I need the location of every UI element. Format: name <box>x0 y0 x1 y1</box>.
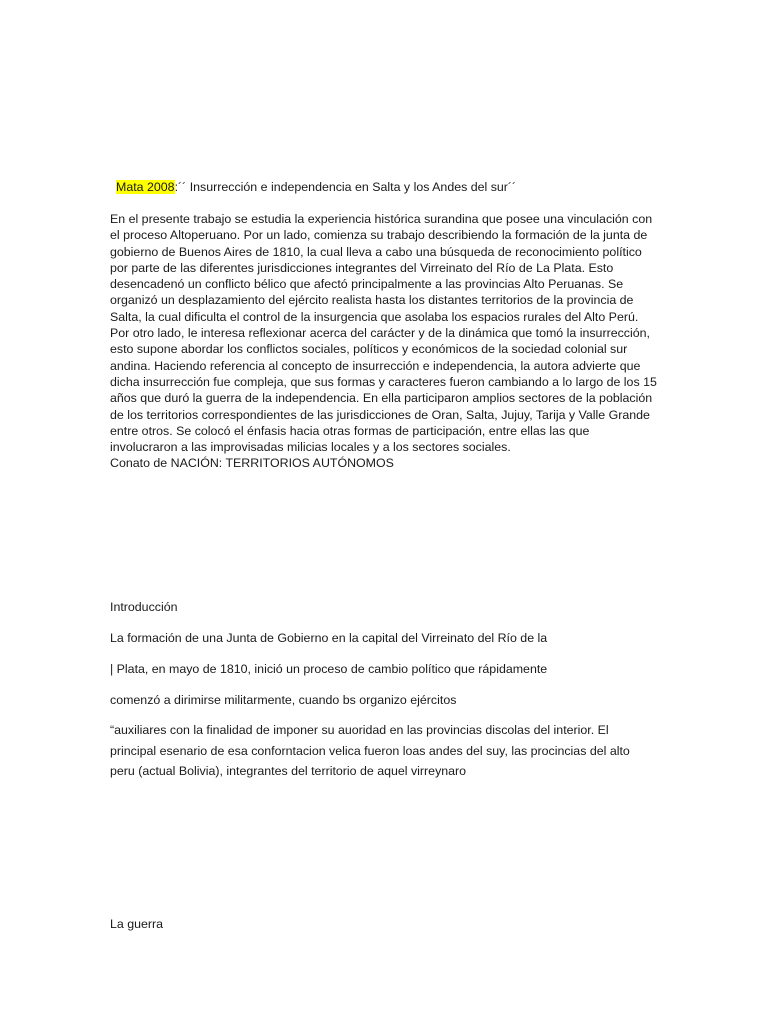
introduction-quote: “auxiliares con la finalidad de imponer su auoridad en las provincias discolas del interior. El principal esenario de esa conforntacion velica fueron loas andes del suy, las procincias del alto peru (actual Bolivia), integrantes del territorio de aquel virreynaro <box>110 723 630 778</box>
document-title <box>116 179 516 195</box>
introduction-line-2: | Plata, en mayo de 1810, inició un proceso de cambio político que rápidamente <box>110 662 548 676</box>
summary-paragraph-1: En el presente trabajo se estudia la experiencia histórica surandina que posee una vinculación con el proceso Altoperuano. Por un lado, comienza su trabajo describiendo la formación de la junta de gobierno de Buenos Aires de 1810, la cual lleva a cabo una búsqueda de reconocimiento político por parte de las diferentes jurisdicciones integrantes del Virreinato del Río de La Plata. Esto desencadenó un conflicto bélico que afectó principalmente a las provincias Alto Peruanas. Se organizó un desplazamiento del ejército realista hasta los distantes territorios de la provincia de Salta, la cual dificulta el control de la insurgencia que asolaba los espacios rurales del Alto Perú. <box>110 212 653 324</box>
title-text: :´´ Insurrección e independencia en Salta y los Andes del sur´´ <box>174 180 517 194</box>
summary-paragraph-2: Por otro lado, le interesa reflexionar acerca del carácter y de la dinámica que tomó la insurrección, esto supone abordar los conflictos sociales, políticos y económicos de la sociedad colonial sur andina. Haciendo referencia al concepto de insurrección e independencia, la autora advierte que dicha insurrección fue compleja, que sus formas y caracteres fueron cambiando a lo largo de los 15 años que duró la guerra de la independencia. En ella participaron amplios sectores de la población de los territorios correspondientes de las jurisdicciones de Oran, Salta, Jujuy, Tarija y Valle Grande entre otros. Se colocó el énfasis hacia otras formas de participación, entre ellas las que involucraron a las improvisadas milicias locales y a los sectores sociales. <box>110 326 657 455</box>
section-heading-la-guerra: La guerra <box>110 917 164 931</box>
summary-block <box>110 211 658 472</box>
introduction-line-1: La formación de una Junta de Gobierno en la capital del Virreinato del Río de la <box>110 631 548 645</box>
introduction-heading: Introducción <box>110 600 178 614</box>
conato-line: Conato de NACIÓN: TERRITORIOS AUTÓNOMOS <box>110 456 394 471</box>
highlighted-citation: Mata 2008 <box>116 180 175 194</box>
introduction-line-3: comenzó a dirimirse militarmente, cuando bs organizo ejércitos <box>110 693 457 707</box>
